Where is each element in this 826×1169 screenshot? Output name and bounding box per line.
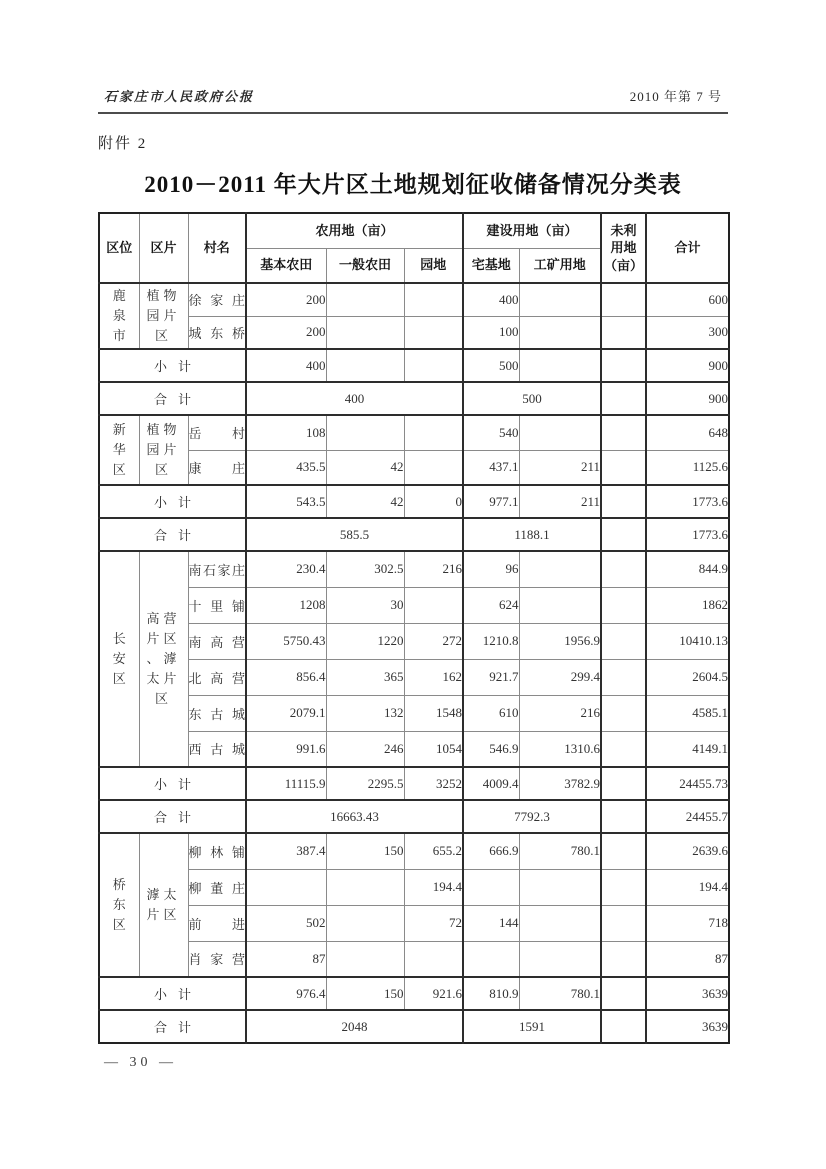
cell-general-farmland [326,941,404,977]
table-row [99,551,729,587]
subtotal-label: 小计 [99,349,246,382]
cell-unused [601,659,646,695]
grandtotal-row [99,382,729,415]
cell-garden: 3252 [404,767,463,800]
cell-industrial [519,905,601,941]
cell-village-name: 南石家庄 [188,551,246,587]
header-unused-land [601,213,646,283]
cell-general-farmland [326,349,404,382]
cell-village-name: 城东桥 [188,316,246,349]
cell-general-farmland: 1220 [326,623,404,659]
cell-basic-farmland: 400 [246,349,326,382]
cell-basic-farmland: 435.5 [246,450,326,485]
header-basic-farmland: 基本农田 [246,248,326,283]
table-row [99,869,729,905]
cell-general-farmland: 246 [326,731,404,767]
cell-general-farmland: 42 [326,450,404,485]
cell-total: 844.9 [646,551,729,587]
cell-village-name: 北高营 [188,659,246,695]
header-total: 合计 [646,213,729,283]
header-garden: 园地 [404,248,463,283]
cell-homestead: 100 [463,316,519,349]
cell-basic-farmland: 230.4 [246,551,326,587]
cell-homestead: 921.7 [463,659,519,695]
cell-general-farmland [326,869,404,905]
table-row [99,283,729,316]
cell-unused [601,623,646,659]
cell-total: 900 [646,349,729,382]
cell-basic-farmland: 200 [246,283,326,316]
cell-agri-total: 2048 [246,1010,463,1043]
cell-total: 1773.6 [646,518,729,551]
cell-homestead: 610 [463,695,519,731]
cell-constr-total: 7792.3 [463,800,601,833]
table-row [99,659,729,695]
grandtotal-row [99,1010,729,1043]
cell-unused [601,415,646,450]
cell-total: 10410.13 [646,623,729,659]
cell-industrial: 1310.6 [519,731,601,767]
cell-garden: 921.6 [404,977,463,1010]
cell-constr-total: 1591 [463,1010,601,1043]
cell-garden [404,349,463,382]
cell-homestead: 4009.4 [463,767,519,800]
cell-industrial: 211 [519,485,601,518]
cell-total: 3639 [646,1010,729,1043]
cell-total: 4585.1 [646,695,729,731]
cell-garden [404,316,463,349]
subtotal-row [99,767,729,800]
cell-total: 1773.6 [646,485,729,518]
cell-district: 桥东区 [99,833,139,977]
cell-basic-farmland: 5750.43 [246,623,326,659]
cell-general-farmland: 150 [326,977,404,1010]
cell-homestead: 546.9 [463,731,519,767]
cell-agri-total: 400 [246,382,463,415]
table-row [99,450,729,485]
cell-homestead: 810.9 [463,977,519,1010]
subtotal-label: 小计 [99,767,246,800]
cell-village-name: 柳董庄 [188,869,246,905]
cell-industrial: 211 [519,450,601,485]
cell-village-name: 前进 [188,905,246,941]
cell-constr-total: 1188.1 [463,518,601,551]
grandtotal-label: 合计 [99,382,246,415]
cell-unused [601,485,646,518]
header-industrial: 工矿用地 [519,248,601,283]
cell-homestead: 1210.8 [463,623,519,659]
subtotal-row [99,349,729,382]
cell-industrial: 299.4 [519,659,601,695]
table-row [99,905,729,941]
cell-industrial [519,316,601,349]
cell-homestead: 540 [463,415,519,450]
cell-zone: 滹太片区 [139,833,188,977]
cell-unused [601,905,646,941]
cell-industrial [519,415,601,450]
cell-general-farmland [326,316,404,349]
cell-unused [601,587,646,623]
cell-total: 718 [646,905,729,941]
cell-total: 24455.7 [646,800,729,833]
cell-basic-farmland: 543.5 [246,485,326,518]
land-classification-table [98,212,730,1044]
cell-garden: 655.2 [404,833,463,869]
cell-garden: 216 [404,551,463,587]
cell-unused [601,283,646,316]
cell-district: 新华区 [99,415,139,485]
header-homestead: 宅基地 [463,248,519,283]
table-row [99,833,729,869]
cell-garden [404,283,463,316]
cell-total: 2639.6 [646,833,729,869]
cell-village-name: 康庄 [188,450,246,485]
cell-industrial: 780.1 [519,833,601,869]
cell-unused [601,731,646,767]
cell-garden: 72 [404,905,463,941]
cell-basic-farmland: 387.4 [246,833,326,869]
cell-village-name: 徐家庄 [188,283,246,316]
cell-garden: 1054 [404,731,463,767]
cell-unused [601,1010,646,1043]
cell-homestead: 144 [463,905,519,941]
table-row [99,695,729,731]
cell-general-farmland: 302.5 [326,551,404,587]
cell-unused [601,518,646,551]
cell-unused [601,833,646,869]
header-unused-land-label: 未利用地 [610,222,637,256]
cell-total: 1125.6 [646,450,729,485]
cell-industrial: 216 [519,695,601,731]
cell-industrial: 3782.9 [519,767,601,800]
cell-agri-total: 585.5 [246,518,463,551]
cell-general-farmland: 42 [326,485,404,518]
cell-homestead: 437.1 [463,450,519,485]
cell-garden: 272 [404,623,463,659]
table-row [99,587,729,623]
cell-basic-farmland: 856.4 [246,659,326,695]
cell-total: 2604.5 [646,659,729,695]
header-general-farmland: 一般农田 [326,248,404,283]
cell-garden [404,415,463,450]
subtotal-label: 小计 [99,485,246,518]
cell-basic-farmland: 976.4 [246,977,326,1010]
grandtotal-label: 合计 [99,800,246,833]
cell-unused [601,767,646,800]
cell-total: 87 [646,941,729,977]
cell-homestead [463,869,519,905]
document-title: 2010－2011 年大片区土地规划征收储备情况分类表 [144,172,682,197]
header-agri-group: 农用地（亩） [246,213,463,248]
cell-basic-farmland: 11115.9 [246,767,326,800]
cell-village-name: 西古城 [188,731,246,767]
cell-industrial [519,551,601,587]
cell-homestead: 500 [463,349,519,382]
cell-basic-farmland: 1208 [246,587,326,623]
cell-general-farmland [326,905,404,941]
cell-homestead: 666.9 [463,833,519,869]
cell-industrial: 1956.9 [519,623,601,659]
cell-industrial [519,283,601,316]
subtotal-row [99,485,729,518]
cell-basic-farmland: 2079.1 [246,695,326,731]
grandtotal-label: 合计 [99,1010,246,1043]
cell-garden [404,587,463,623]
cell-general-farmland: 30 [326,587,404,623]
subtotal-label: 小计 [99,977,246,1010]
page-number: — 30 — [104,1055,177,1070]
subtotal-row [99,977,729,1010]
cell-basic-farmland: 108 [246,415,326,450]
cell-district: 长安区 [99,551,139,767]
cell-zone: 植物园片区 [139,415,188,485]
cell-unused [601,869,646,905]
cell-garden: 0 [404,485,463,518]
cell-homestead: 624 [463,587,519,623]
cell-general-farmland [326,415,404,450]
cell-basic-farmland [246,869,326,905]
cell-unused [601,977,646,1010]
header-location: 区位 [99,213,139,283]
cell-total: 900 [646,382,729,415]
cell-homestead [463,941,519,977]
cell-unused [601,450,646,485]
cell-total: 300 [646,316,729,349]
grandtotal-row [99,518,729,551]
cell-village-name: 肖家营 [188,941,246,977]
cell-total: 648 [646,415,729,450]
cell-basic-farmland: 87 [246,941,326,977]
cell-garden: 194.4 [404,869,463,905]
cell-basic-farmland: 502 [246,905,326,941]
cell-garden [404,941,463,977]
cell-homestead: 977.1 [463,485,519,518]
cell-garden: 162 [404,659,463,695]
header-unused-land-unit: （亩） [604,257,644,273]
cell-village-name: 南高营 [188,623,246,659]
table-row [99,941,729,977]
cell-agri-total: 16663.43 [246,800,463,833]
cell-unused [601,316,646,349]
cell-general-farmland: 365 [326,659,404,695]
header-village: 村名 [188,213,246,283]
cell-industrial: 780.1 [519,977,601,1010]
cell-garden: 1548 [404,695,463,731]
cell-total: 4149.1 [646,731,729,767]
cell-unused [601,800,646,833]
cell-total: 194.4 [646,869,729,905]
cell-basic-farmland: 200 [246,316,326,349]
cell-zone: 高营片区、滹太片区 [139,551,188,767]
attachment-label: 附件 2 [98,136,148,152]
grandtotal-label: 合计 [99,518,246,551]
cell-total: 1862 [646,587,729,623]
table-row [99,415,729,450]
cell-total: 600 [646,283,729,316]
cell-total: 3639 [646,977,729,1010]
cell-total: 24455.73 [646,767,729,800]
grandtotal-row [99,800,729,833]
cell-zone: 植物园片区 [139,283,188,349]
cell-unused [601,941,646,977]
cell-industrial [519,349,601,382]
table-row [99,731,729,767]
table-row [99,623,729,659]
table-row [99,316,729,349]
cell-village-name: 岳村 [188,415,246,450]
cell-village-name: 十里铺 [188,587,246,623]
cell-unused [601,551,646,587]
cell-constr-total: 500 [463,382,601,415]
cell-general-farmland [326,283,404,316]
cell-village-name: 东古城 [188,695,246,731]
header-constr-group: 建设用地（亩） [463,213,601,248]
cell-unused [601,695,646,731]
cell-district: 鹿泉市 [99,283,139,349]
cell-industrial [519,869,601,905]
cell-garden [404,450,463,485]
cell-homestead: 400 [463,283,519,316]
gazette-name: 石家庄市人民政府公报 [104,89,255,104]
cell-homestead: 96 [463,551,519,587]
issue-number: 2010 年第 7 号 [629,89,722,104]
cell-general-farmland: 150 [326,833,404,869]
cell-industrial [519,941,601,977]
cell-village-name: 柳林铺 [188,833,246,869]
header-zone: 区片 [139,213,188,283]
masthead [98,86,728,114]
cell-unused [601,349,646,382]
cell-unused [601,382,646,415]
cell-general-farmland: 132 [326,695,404,731]
cell-industrial [519,587,601,623]
cell-basic-farmland: 991.6 [246,731,326,767]
cell-general-farmland: 2295.5 [326,767,404,800]
